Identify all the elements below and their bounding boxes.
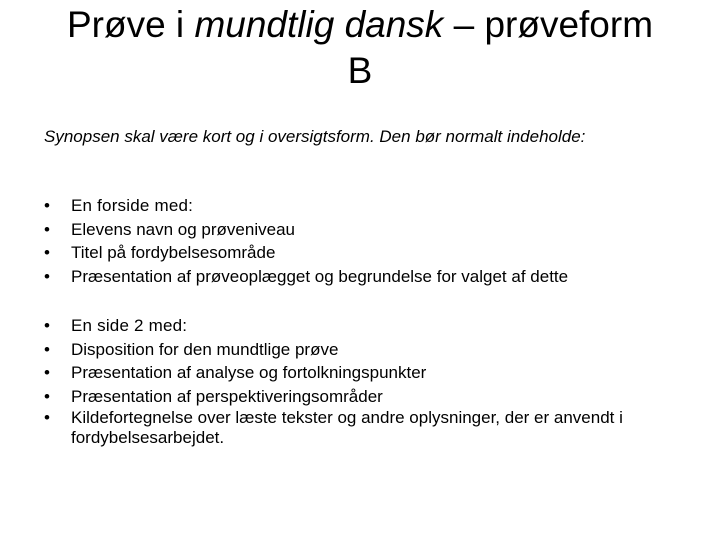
- list-item-text: Disposition for den mundtlige prøve: [71, 339, 339, 359]
- bullet-icon: •: [44, 243, 50, 262]
- title-part3: – prøveform: [443, 4, 654, 45]
- list-item-text: Elevens navn og prøveniveau: [71, 219, 295, 239]
- list-item-text: En side 2 med:: [71, 316, 188, 335]
- bullet-icon: •: [44, 316, 50, 335]
- list-item-text: Titel på fordybelsesområde: [71, 243, 276, 262]
- list-item: [44, 314, 631, 338]
- bullet-icon: •: [44, 363, 50, 382]
- bullet-icon: •: [44, 339, 50, 359]
- title-part1: Prøve i: [66, 4, 195, 45]
- list-item: [44, 385, 631, 409]
- title-part2-italic: mundtlig dansk: [194, 4, 444, 45]
- list-item-text: Kildefortegnelse over læste tekster og andre oplysninger, der er anvendt i fordybelsesarbejdet.: [71, 408, 623, 447]
- list-item: [44, 338, 631, 362]
- bullet-icon: •: [44, 266, 50, 286]
- list-item-text: Præsentation af perspektiveringsområder: [71, 386, 383, 406]
- list-item-text: Præsentation af prøveoplægget og begrundelse for valget af dette: [71, 266, 569, 286]
- list-item: [44, 408, 631, 448]
- bullet-icon: •: [44, 408, 50, 427]
- intro-text: Synopsen skal være kort og i oversigtsform. Den bør normalt indeholde:: [44, 127, 586, 146]
- bullet-icon: •: [44, 196, 50, 215]
- list-item-text: En forside med:: [71, 196, 194, 215]
- list-item: [44, 265, 568, 289]
- list-item-text: Præsentation af analyse og fortolkningspunkter: [71, 363, 427, 382]
- bullet-icon: •: [44, 386, 50, 406]
- section2-list: [44, 314, 631, 448]
- list-item: [44, 241, 568, 265]
- list-item: [44, 218, 568, 242]
- list-item: [44, 194, 568, 218]
- section1-list: [44, 194, 568, 288]
- title-line2: B: [347, 50, 373, 91]
- bullet-icon: •: [44, 219, 50, 239]
- slide-title: [0, 2, 720, 94]
- list-item: [44, 361, 631, 385]
